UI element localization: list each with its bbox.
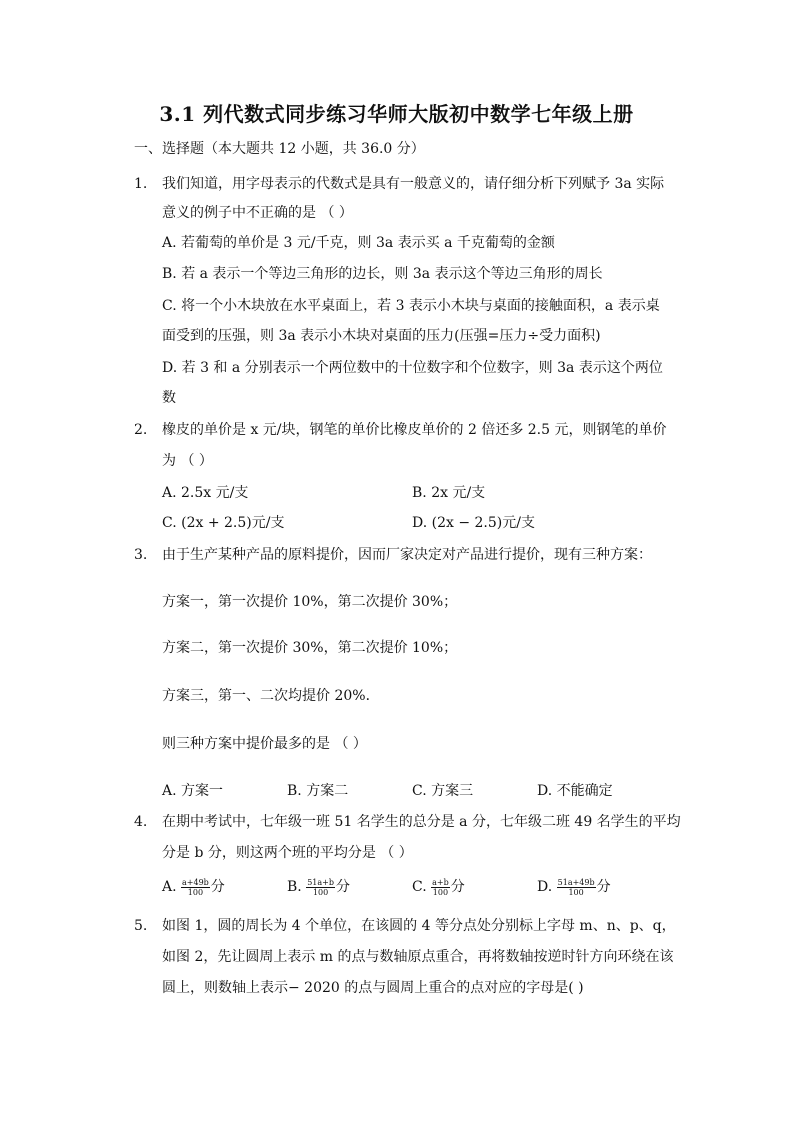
option-label: D. <box>537 879 553 895</box>
fraction-denominator: 100 <box>568 887 584 897</box>
question-4-option-a <box>162 877 225 897</box>
question-3-line-1: 由于生产某种产品的原料提价，因而厂家决定对产品进行提价，现有三种方案： <box>162 547 652 563</box>
question-1-number: 1. <box>134 176 148 192</box>
question-3-plan-1: 方案一，第一次提价 10%，第二次提价 30%； <box>162 594 458 610</box>
question-2-option-c: C. (2x + 2.5)元/支 <box>162 515 285 531</box>
question-3-plan-3: 方案三，第一、二次均提价 20%． <box>162 688 380 704</box>
question-4-option-d <box>537 877 611 897</box>
question-3-option-a: A. 方案一 <box>162 783 224 799</box>
fraction-numerator: 51a+49b <box>557 877 595 887</box>
fraction-denominator: 100 <box>312 887 329 897</box>
question-4-number: 4. <box>134 814 148 830</box>
question-2-line-1: 橡皮的单价是 x 元/块，钢笔的单价比橡皮单价的 2 倍还多 2.5 元，则钢笔的单价 <box>162 422 667 438</box>
question-2-line-2: 为 （ ） <box>162 453 213 469</box>
question-1-option-b: B. 若 a 表示一个等边三角形的边长，则 3a 表示这个等边三角形的周长 <box>162 266 603 282</box>
question-3-number: 3. <box>134 547 148 563</box>
section-heading: 一、选择题（本大题共 12 小题，共 36.0 分） <box>134 141 425 157</box>
question-5-line-2: 如图 2，先让圆周上表示 m 的点与数轴原点重合，再将数轴按逆时针方向环绕在该 <box>162 949 674 965</box>
question-1-option-d: D. 若 3 和 a 分别表示一个两位数中的十位数字和个位数字，则 3a 表示这个两位 <box>162 360 663 376</box>
fraction-numerator: a+49b <box>182 877 209 887</box>
unit-text: 分 <box>596 879 611 895</box>
unit-text: 分 <box>450 879 465 895</box>
question-4-line-2: 分是 b 分，则这两个班的平均分是 （ ） <box>162 845 413 861</box>
question-4-line-1: 在期中考试中，七年级一班 51 名学生的总分是 a 分，七年级二班 49 名学生的平均 <box>162 814 681 830</box>
question-1-option-d-cont: 数 <box>162 390 176 406</box>
fraction <box>431 878 450 897</box>
question-1-line-2: 意义的例子中不正确的是 （ ） <box>162 205 353 221</box>
question-3-plan-2: 方案二，第一次提价 30%，第二次提价 10%； <box>162 640 458 656</box>
fraction-denominator: 100 <box>187 887 204 897</box>
question-5-line-3: 圆上，则数轴上表示− 2020 的点与圆周上重合的点对应的字母是( ) <box>162 980 584 996</box>
unit-text: 分 <box>335 879 350 895</box>
option-label: C. <box>412 879 427 895</box>
fraction-denominator: 100 <box>432 887 449 897</box>
question-4-option-b <box>287 877 350 897</box>
page-title: 3.1 列代数式同步练习华师大版初中数学七年级上册 <box>159 102 634 126</box>
fraction <box>557 878 596 897</box>
question-5-number: 5. <box>134 918 148 934</box>
question-1-option-a: A. 若葡萄的单价是 3 元/千克，则 3a 表示买 a 千克葡萄的金额 <box>162 235 555 251</box>
option-label: B. <box>287 879 302 895</box>
question-3-prompt: 则三种方案中提价最多的是 （ ） <box>162 736 367 752</box>
question-2-option-a: A. 2.5x 元/支 <box>162 485 249 501</box>
question-1-line-1: 我们知道，用字母表示的代数式是具有一般意义的，请仔细分析下列赋予 3a 实际 <box>162 176 665 192</box>
fraction <box>306 878 335 897</box>
question-2-option-b: B. 2x 元/支 <box>412 485 486 501</box>
option-label: A. <box>162 879 177 895</box>
question-1-option-c-cont: 面受到的压强，则 3a 表示小木块对桌面的压力(压强=压力÷受力面积) <box>162 328 601 344</box>
question-4-option-c <box>412 877 465 897</box>
unit-text: 分 <box>210 879 225 895</box>
question-3-option-b: B. 方案二 <box>287 783 349 799</box>
fraction-numerator: a+b <box>432 877 449 887</box>
question-5-line-1: 如图 1，圆的周长为 4 个单位，在该圆的 4 等分点处分别标上字母 m、n、p、q， <box>162 918 676 934</box>
fraction-numerator: 51a+b <box>307 877 334 887</box>
question-1-option-c: C. 将一个小木块放在水平桌面上，若 3 表示小木块与桌面的接触面积，a 表示桌 <box>162 298 660 314</box>
question-3-option-c: C. 方案三 <box>412 783 474 799</box>
question-3-option-d: D. 不能确定 <box>537 783 613 799</box>
question-2-number: 2. <box>134 422 148 438</box>
fraction <box>181 878 210 897</box>
question-2-option-d: D. (2x − 2.5)元/支 <box>412 515 535 531</box>
